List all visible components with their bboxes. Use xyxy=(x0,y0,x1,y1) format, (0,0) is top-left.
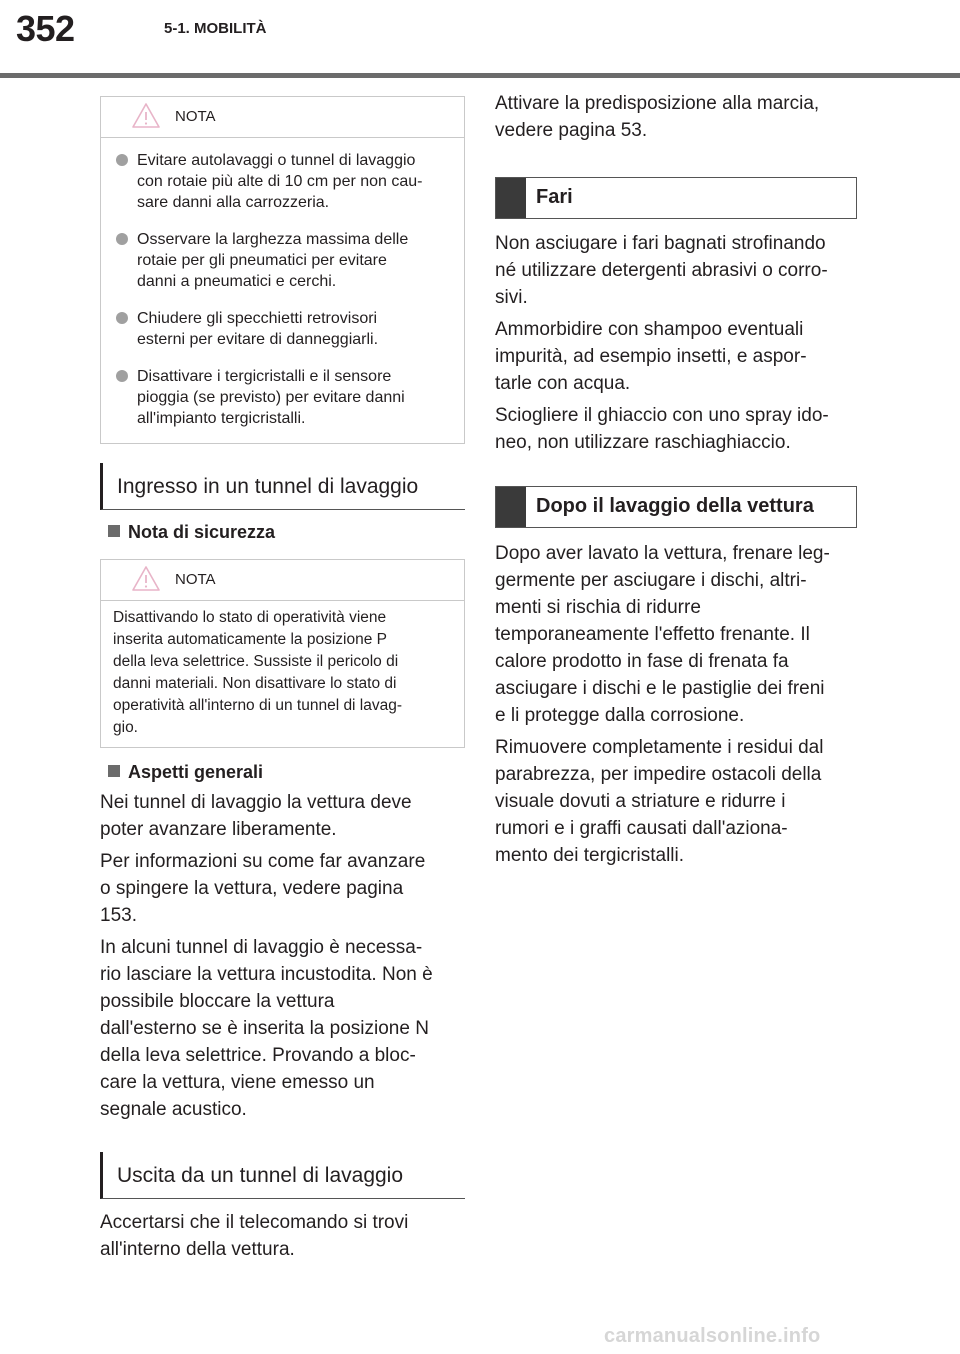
section-heading-dopo-lavaggio: Dopo il lavaggio della vettura xyxy=(495,486,857,528)
header-rule xyxy=(0,73,960,78)
square-bullet-icon xyxy=(108,525,120,537)
note-bullet-item: Osservare la larghezza massima delle rotaie per gli pneumatici per evitare danni a pneumatici e cerchi. xyxy=(115,229,454,292)
page-number: 352 xyxy=(16,8,75,49)
body-paragraph: Rimuovere completamente i residui dal parabrezza, per impedire ostacoli della visuale dovuti a striature e ridurre i rumori e i graffi causati dall'aziona- mento dei tergicristalli. xyxy=(495,737,824,866)
bullet-dot-icon xyxy=(116,312,128,324)
warning-triangle-icon xyxy=(131,565,161,592)
bullet-dot-icon xyxy=(116,370,128,382)
section-heading-fari: Fari xyxy=(495,177,857,219)
left-column xyxy=(100,96,465,1263)
note-bullet-item: Disattivare i tergicristalli e il sensore pioggia (se previsto) per evitare danni all'impianto tergicristalli. xyxy=(115,366,454,429)
note-box xyxy=(100,96,465,444)
note-box xyxy=(100,559,465,748)
body-paragraph: Sciogliere il ghiaccio con uno spray ido- neo, non utilizzare raschiaghiaccio. xyxy=(495,405,829,453)
bullet-dot-icon xyxy=(116,233,128,245)
subsection-heading: Nota di sicurezza xyxy=(100,522,465,543)
body-paragraph: Dopo aver lavato la vettura, frenare leg- germente per asciugare i dischi, altri- menti si rischia di ridurre temporaneamente l'effetto frenante. Il calore prodotto in fase di frenata fa asciugare i dischi e le pastiglie dei freni e li protegge dalla corrosione. xyxy=(495,543,830,726)
section-heading: Uscita da un tunnel di lavaggio xyxy=(100,1152,465,1199)
heading-bar-block xyxy=(496,487,526,527)
body-paragraph: Non asciugare i fari bagnati strofinando né utilizzare detergenti abrasivi o corro- sivi. xyxy=(495,233,828,308)
body-paragraph: Per informazioni su come far avanzare o spingere la vettura, vedere pagina 153. xyxy=(100,851,426,926)
note-title: NOTA xyxy=(175,571,216,588)
note-bullet-item: Evitare autolavaggi o tunnel di lavaggio con rotaie più alte di 10 cm per non cau- sare danni alla carrozzeria. xyxy=(115,150,454,213)
right-column xyxy=(495,93,857,869)
subsection-heading: Aspetti generali xyxy=(100,762,465,783)
section-title: 5-1. MOBILITÀ xyxy=(164,20,267,37)
watermark: carmanualsonline.info xyxy=(604,1325,821,1347)
section-heading: Ingresso in un tunnel di lavaggio xyxy=(100,463,465,510)
note-text: Disattivando lo stato di operatività viene inserita automaticamente la posizione P della leva selettrice. Sussiste il pericolo di danni materiali. Non disattivare lo stato di operatività all'interno di un tunnel di lavag- gio. xyxy=(113,609,403,736)
body-paragraph: In alcuni tunnel di lavaggio è necessa- rio lasciare la vettura incustodita. Non è possibile bloccare la vettura dall'esterno se è inserita la posizione N della leva selettrice. Provando a bloc- care la vettura, viene emesso un segnale acustico. xyxy=(100,937,433,1120)
body-paragraph: Ammorbidire con shampoo eventuali impurità, ad esempio insetti, e aspor- tarle con acqua. xyxy=(495,319,807,394)
note-bullet-item: Chiudere gli specchietti retrovisori esterni per evitare di danneggiarli. xyxy=(115,308,454,350)
heading-bar-block xyxy=(496,178,526,218)
body-paragraph: Accertarsi che il telecomando si trovi all'interno della vettura. xyxy=(100,1212,409,1260)
bullet-dot-icon xyxy=(116,154,128,166)
body-paragraph: Attivare la predisposizione alla marcia, vedere pagina 53. xyxy=(495,93,820,141)
warning-triangle-icon xyxy=(131,102,161,129)
note-title: NOTA xyxy=(175,108,216,125)
body-paragraph: Nei tunnel di lavaggio la vettura deve poter avanzare liberamente. xyxy=(100,792,412,840)
square-bullet-icon xyxy=(108,765,120,777)
